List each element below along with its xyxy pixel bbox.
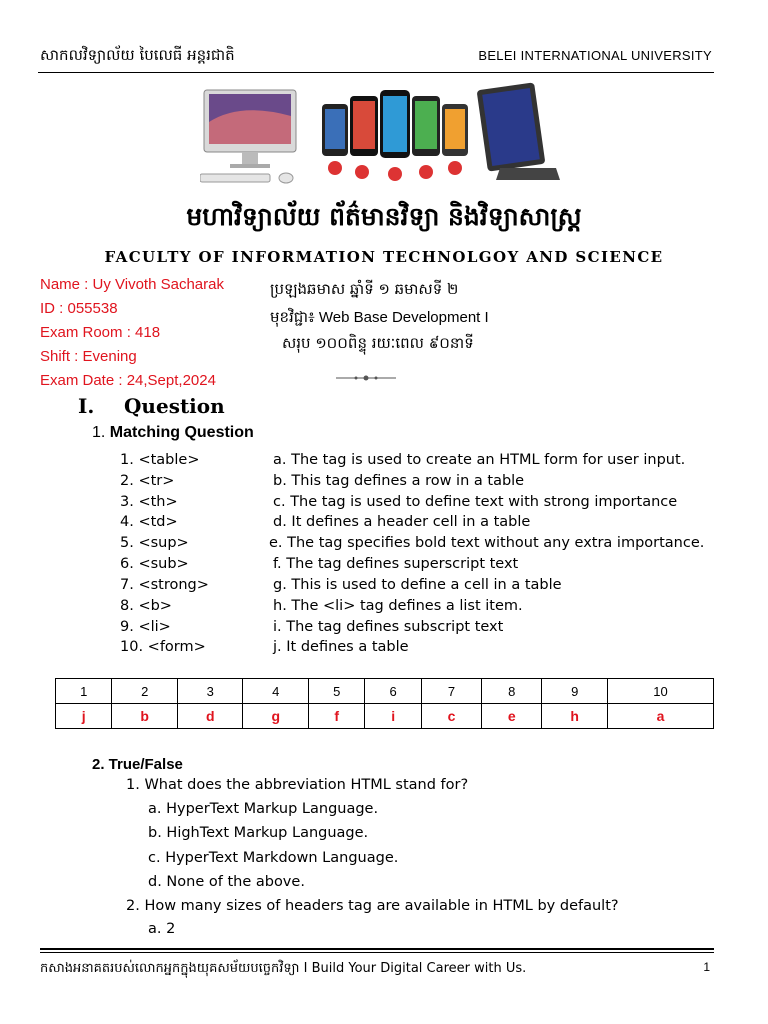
footer-divider-thick <box>40 948 714 950</box>
devices-banner-image <box>200 82 560 192</box>
answer-number-cell: 8 <box>482 679 542 704</box>
matching-left-item: 3. <th> <box>120 494 178 510</box>
answer-letter-cell: b <box>112 704 178 729</box>
matching-right-item: f. The tag defines superscript text <box>273 556 519 572</box>
answer-letter-row <box>56 704 714 729</box>
matching-left-item: 1. <table> <box>120 452 200 468</box>
answer-number-cell: 1 <box>56 679 112 704</box>
header-divider <box>38 72 714 73</box>
question-1: 1. What does the abbreviation HTML stand for? <box>126 777 469 793</box>
exam-subject <box>270 308 489 330</box>
answer-number-cell: 3 <box>177 679 243 704</box>
smartphones-icon <box>322 90 468 181</box>
answer-letter-cell: h <box>542 704 608 729</box>
matching-left-item: 6. <sub> <box>120 556 189 572</box>
answer-number-cell: 10 <box>607 679 713 704</box>
section-title: Question <box>124 394 225 418</box>
exam-subject-name: Web Base Development I <box>314 309 489 326</box>
answer-letter-cell: f <box>309 704 365 729</box>
exam-subject-label: មុខវិជ្ជា៖ <box>270 308 315 326</box>
answer-number-cell: 7 <box>421 679 481 704</box>
matching-right-item: e. The tag specifies bold text without any extra importance. <box>269 535 705 551</box>
matching-number: 1. <box>92 424 106 441</box>
question-2-option: a. 2 <box>148 921 176 937</box>
exam-date: Exam Date : 24,Sept,2024 <box>40 372 216 389</box>
matching-right-item: g. This is used to define a cell in a table <box>273 577 562 593</box>
matching-heading <box>92 424 254 442</box>
section-heading <box>78 394 225 418</box>
matching-left-item: 7. <strong> <box>120 577 209 593</box>
question-1-option: c. HyperText Markdown Language. <box>148 850 399 866</box>
question-1-option: d. None of the above. <box>148 874 305 890</box>
faculty-title-en: FACULTY OF INFORMATION TECHNOLGOY AND SCIENCE <box>104 248 664 266</box>
student-id: ID : 055538 <box>40 300 118 317</box>
ornament-divider <box>336 370 396 380</box>
matching-right-item: d. It defines a header cell in a table <box>273 514 531 530</box>
answer-table <box>55 678 714 729</box>
exam-shift: Shift : Evening <box>40 348 137 365</box>
matching-right-item: j. It defines a table <box>273 639 409 655</box>
answer-letter-cell: i <box>365 704 421 729</box>
matching-right-item: a. The tag is used to create an HTML form for user input. <box>273 452 686 468</box>
answer-number-cell: 6 <box>365 679 421 704</box>
section-numeral: I. <box>78 394 95 418</box>
answer-number-row <box>56 679 714 704</box>
desktop-computer-icon <box>200 90 296 183</box>
answer-letter-cell: e <box>482 704 542 729</box>
question-1-option: b. HighText Markup Language. <box>148 825 369 841</box>
answer-number-cell: 9 <box>542 679 608 704</box>
matching-right-item: b. This tag defines a row in a table <box>273 473 525 489</box>
answer-number-cell: 5 <box>309 679 365 704</box>
exam-semester: ប្រឡងឆមាស ឆ្នាំទី ១ ឆមាសទី ២ <box>270 280 459 298</box>
tablet-keyboard-icon <box>477 82 560 180</box>
faculty-title-kh: មហាវិទ្យាល័យ ព័ត៌មានវិទ្យា និងវិទ្យាសាស្រ្ត <box>186 202 582 231</box>
question-1-option: a. HyperText Markup Language. <box>148 801 379 817</box>
matching-title: Matching Question <box>109 424 254 441</box>
matching-right-item: c. The tag is used to define text with strong importance <box>273 494 678 510</box>
answer-letter-cell: d <box>177 704 243 729</box>
answer-number-cell: 2 <box>112 679 178 704</box>
page-number: 1 <box>703 960 710 974</box>
answer-letter-cell: j <box>56 704 112 729</box>
exam-room: Exam Room : 418 <box>40 324 161 341</box>
exam-score-duration: សរុប ១០០ពិន្ទុ រយៈពេល ៩០នាទី <box>282 334 474 352</box>
header-university-kh: សាកលវិទ្យាល័យ បៃលេធី អន្តរជាតិ <box>40 46 235 64</box>
matching-left-item: 2. <tr> <box>120 473 175 489</box>
matching-left-item: 4. <td> <box>120 514 178 530</box>
matching-left-item: 10. <form> <box>120 639 206 655</box>
student-name: Name : Uy Vivoth Sacharak <box>40 276 224 293</box>
header-university-en: BELEI INTERNATIONAL UNIVERSITY <box>478 48 712 63</box>
matching-right-item: i. The tag defines subscript text <box>273 619 504 635</box>
answer-letter-cell: g <box>243 704 309 729</box>
answer-letter-cell: c <box>421 704 481 729</box>
footer-slogan: កសាងអនាគតរបស់លោកអ្នកក្នុងយុគសម័យបច្ចេកវិទ្យា I Build Your Digital Career with Us. <box>40 961 527 976</box>
footer-divider-thin <box>40 952 714 953</box>
truefalse-title: 2. True/False <box>92 756 183 773</box>
matching-left-item: 8. <b> <box>120 598 172 614</box>
answer-letter-cell: a <box>607 704 713 729</box>
matching-left-item: 9. <li> <box>120 619 171 635</box>
matching-right-item: h. The <li> tag defines a list item. <box>273 598 523 614</box>
matching-left-item: 5. <sup> <box>120 535 189 551</box>
question-2: 2. How many sizes of headers tag are available in HTML by default? <box>126 898 619 914</box>
answer-number-cell: 4 <box>243 679 309 704</box>
